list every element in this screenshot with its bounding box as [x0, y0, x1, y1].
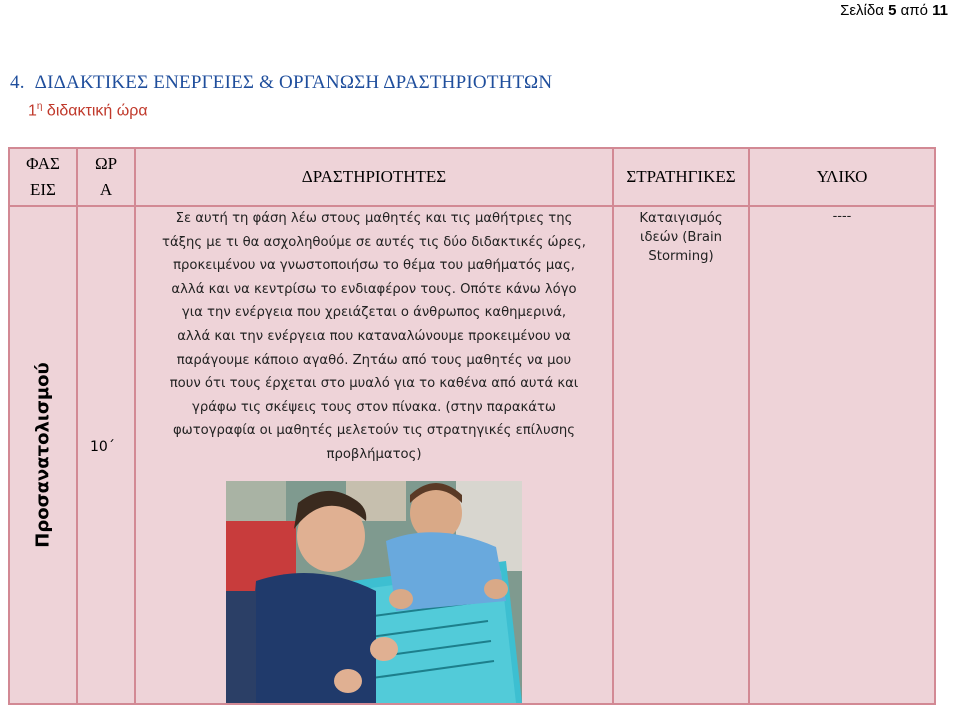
header-material: ΥΛΙΚΟ [749, 148, 935, 206]
material-text: ---- [832, 209, 852, 224]
page-number: Σελίδα 5 από 11 [840, 2, 948, 19]
material-cell [749, 206, 935, 704]
lesson-hour-title: $1^\eta$ διδακτική ώρα [28, 101, 148, 120]
activities-table [8, 147, 936, 705]
activity-cell [135, 206, 613, 704]
strategy-text: Καταιγισμός ιδεών (Brain Storming) [639, 211, 723, 264]
table-row [9, 206, 935, 704]
section-heading: ΔΙΔΑΚΤΙΚΕΣ ΕΝΕΡΓΕΙΕΣ & ΟΡΓΑΝΩΣΗ ΔΡΑΣΤΗΡΙΟΤΗΤΩΝ [34, 72, 553, 93]
table-header-row [9, 148, 935, 206]
time-label: 10΄ [90, 439, 115, 455]
strategy-cell [613, 206, 749, 704]
time-cell [77, 206, 135, 704]
header-activities: ΔΡΑΣΤΗΡΙΟΤΗΤΕΣ [135, 148, 613, 206]
classroom-photo [226, 481, 522, 703]
phase-cell [9, 206, 77, 704]
header-phases: ΦΑΣΕΙΣ [9, 148, 77, 206]
header-time: ΩΡΑ [77, 148, 135, 206]
photo-illustration [226, 481, 522, 703]
header-strategies: ΣΤΡΑΤΗΓΙΚΕΣ [613, 148, 749, 206]
activity-text: Σε αυτή τη φάση λέω στους μαθητές και τις μαθήτριες της τάξης με τι θα ασχοληθούμε σε αυτές τις δύο διδακτικές ώρες, προκειμένου να γνωστοποιήσω το θέμα του μαθήματός μας, αλλά και να κεντρίσω το ενδιαφέρον τους. Οπότε κάνω λόγο για την ενέργεια που χρειάζεται ο άνθρωπος καθημερινά, αλλά και την ενέργεια που καταναλώνουμε προκειμένου να παράγουμε κάποιο αγαθό. Ζητάω από τους μαθητές να μου πουν ότι τους έρχεται στο μυαλό για το καθένα από αυτά και γράφω τις σκέψεις τους στον πίνακα. (στην παρακάτω φωτογραφία οι μαθητές μελετούν τις στρατηγικές επίλυσης προβλήματος) [162, 211, 586, 462]
phase-label: Προσανατολισμού [32, 362, 54, 548]
section-number: 4. [10, 72, 25, 93]
section-title [10, 72, 552, 94]
